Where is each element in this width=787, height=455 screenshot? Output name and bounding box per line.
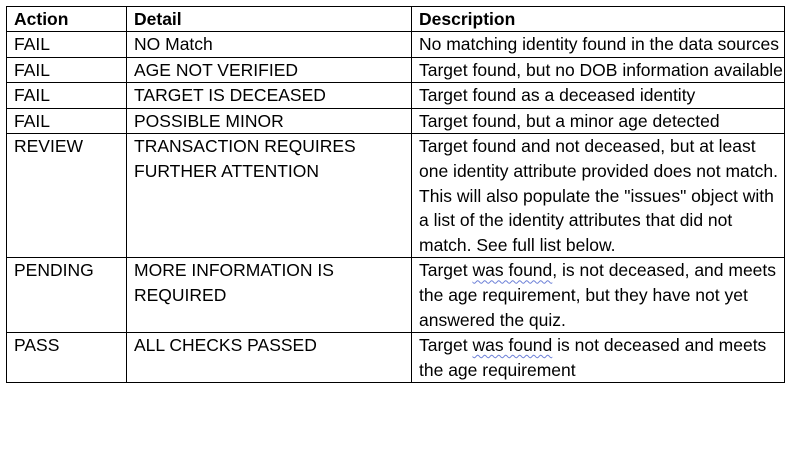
table-row [7,32,785,58]
action-table-container [6,6,785,383]
column-header-description: Description [412,7,785,32]
detail-cell: ALL CHECKS PASSED [127,333,412,383]
description-cell: Target found as a deceased identity [412,83,785,109]
table-row [7,83,785,109]
description-cell: No matching identity found in the data sources [412,32,785,58]
action-cell: FAIL [7,83,127,109]
detail-cell: TRANSACTION REQUIRES FURTHER ATTENTION [127,134,412,258]
description-text: Target [419,335,473,356]
description-cell: Target found, but a minor age detected [412,108,785,134]
table-row [7,108,785,134]
column-header-action: Action [7,7,127,32]
action-cell: PASS [7,333,127,383]
description-cell: Target found, but no DOB information available [412,57,785,83]
description-text: Target [419,260,473,281]
detail-cell: POSSIBLE MINOR [127,108,412,134]
detail-cell: NO Match [127,32,412,58]
action-cell: REVIEW [7,134,127,258]
action-cell: PENDING [7,258,127,333]
description-text: , is not deceased, and meets the age requirement, but they have not yet answered the quiz. [419,260,777,330]
action-cell: FAIL [7,32,127,58]
description-cell [412,258,785,333]
table-row [7,134,785,258]
detail-cell: TARGET IS DECEASED [127,83,412,109]
description-cell [412,333,785,383]
detail-cell: AGE NOT VERIFIED [127,57,412,83]
table-row [7,333,785,383]
spellcheck-flagged-text: was found [472,260,553,281]
action-table [6,6,785,383]
action-cell: FAIL [7,57,127,83]
description-text: is not deceased and meets the age requirement [419,335,767,380]
column-header-detail: Detail [127,7,412,32]
spellcheck-flagged-text: was found [472,335,553,356]
detail-cell: MORE INFORMATION IS REQUIRED [127,258,412,333]
table-row [7,57,785,83]
table-row [7,258,785,333]
action-cell: FAIL [7,108,127,134]
description-cell: Target found and not deceased, but at least one identity attribute provided does not match. This will also populate the "issues" object with a list of the identity attributes that did not match. See full list below. [412,134,785,258]
table-header-row [7,7,785,32]
